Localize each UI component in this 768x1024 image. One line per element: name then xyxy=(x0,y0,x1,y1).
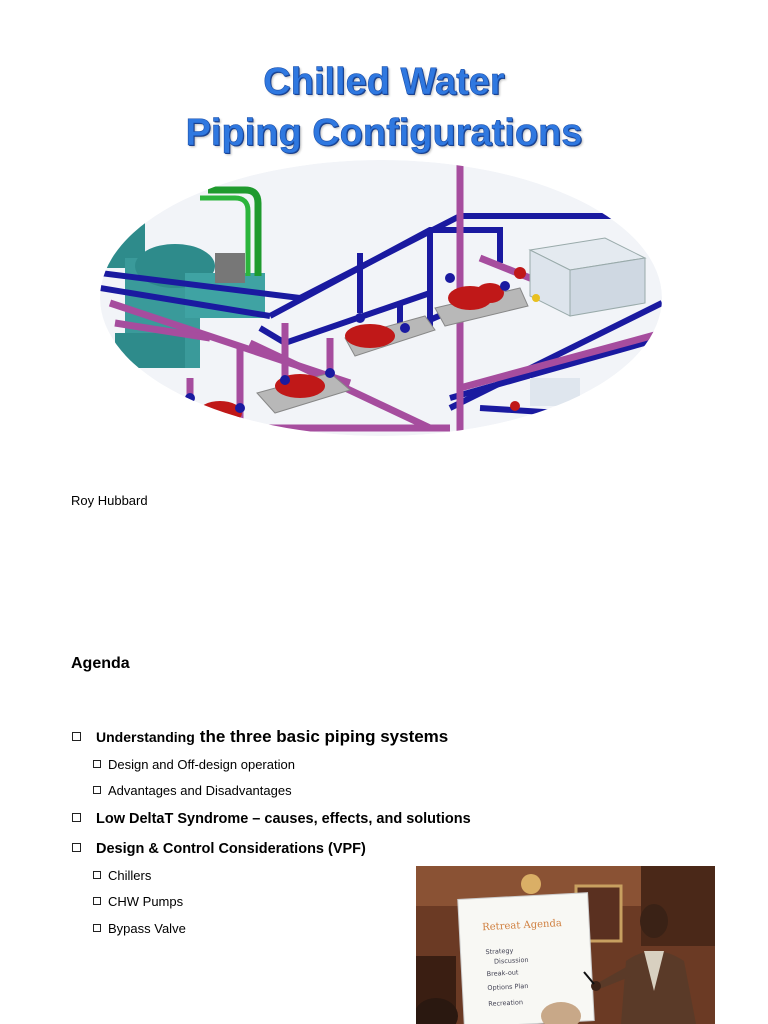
flipchart-line: Strategy xyxy=(485,946,514,957)
agenda-item-design-control xyxy=(72,841,366,857)
checkbox-bullet-icon xyxy=(93,871,101,879)
author-name: Roy Hubbard xyxy=(71,493,148,508)
agenda-subitem xyxy=(93,783,292,798)
flipchart-line: Break-out xyxy=(486,968,519,979)
agenda-subitem xyxy=(93,894,183,909)
agenda-subitem-text: Advantages and Disadvantages xyxy=(108,783,292,798)
flipchart-line: Discussion xyxy=(493,955,529,966)
checkbox-bullet-icon xyxy=(72,843,81,852)
checkbox-bullet-icon xyxy=(93,897,101,905)
meeting-photo xyxy=(416,866,715,1024)
flipchart-line: Recreation xyxy=(488,998,524,1009)
agenda-subitem xyxy=(93,868,151,883)
slide-title-line-1: Chilled Water xyxy=(263,61,505,103)
slide-title-line-2: Piping Configurations xyxy=(185,112,583,154)
agenda-subitem-text: CHW Pumps xyxy=(108,894,184,909)
agenda-item-text: Design & Control Considerations (VPF) xyxy=(96,841,366,857)
piping-illustration xyxy=(100,158,662,440)
checkbox-bullet-icon xyxy=(93,786,101,794)
agenda-subitem-text: Design and Off-design operation xyxy=(108,757,295,772)
agenda-item-piping-systems xyxy=(72,727,448,747)
checkbox-bullet-icon xyxy=(72,813,81,822)
checkbox-bullet-icon xyxy=(72,732,81,741)
agenda-subitem xyxy=(93,757,295,772)
agenda-subitem xyxy=(93,921,186,936)
checkbox-bullet-icon xyxy=(93,924,101,932)
agenda-item-low-deltat xyxy=(72,811,471,827)
agenda-item-text: Low DeltaT Syndrome – causes, effects, and solutions xyxy=(96,811,471,827)
flipchart-line: Options Plan xyxy=(487,981,529,993)
checkbox-bullet-icon xyxy=(93,760,101,768)
agenda-heading: Agenda xyxy=(71,655,130,672)
agenda-item-prefix: Understanding xyxy=(96,729,195,745)
agenda-item-text: the three basic piping systems xyxy=(199,727,449,746)
agenda-subitem-text: Chillers xyxy=(108,868,152,883)
agenda-subitem-text: Bypass Valve xyxy=(108,921,186,936)
flipchart-heading: Retreat Agenda xyxy=(481,918,563,934)
